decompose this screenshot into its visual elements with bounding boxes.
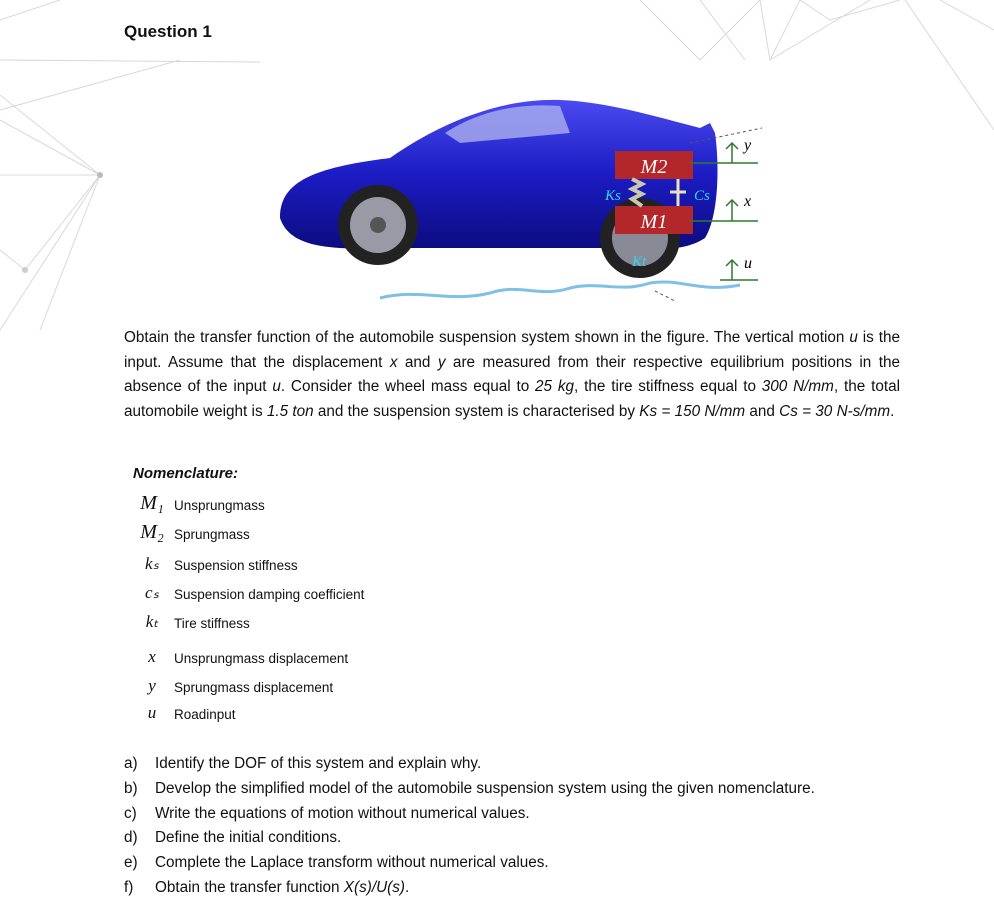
question-item: d) Define the initial conditions. (124, 829, 342, 847)
question-item: c) Write the equations of motion without numerical values. (124, 804, 530, 822)
question-title: Question 1 (124, 22, 212, 41)
svg-text:Kt: Kt (632, 254, 647, 270)
svg-text:y: y (744, 137, 752, 154)
question-item: a) Identify the DOF of this system and explain why. (124, 755, 482, 772)
list-item: cₛ Suspension damping coefficient (145, 583, 365, 602)
list-item: M₂ Sprungmass (140, 521, 250, 543)
svg-text:Cs: Cs (694, 188, 710, 204)
question-item: e) Complete the Laplace transform without numerical values. (124, 854, 549, 872)
list-item: x Unsprungmass displacement (148, 647, 349, 666)
list-item: kₛ Suspension stiffness (145, 554, 298, 573)
front-wheel-icon (338, 185, 418, 265)
list-item: u Roadinput (147, 703, 236, 722)
svg-text:Ks: Ks (605, 188, 621, 204)
question-list (124, 752, 815, 901)
nomenclature-heading: Nomenclature: (133, 465, 239, 482)
list-item: M₁ Unsprungmass (140, 492, 265, 514)
svg-text:u: u (744, 255, 752, 272)
svg-text:M1: M1 (640, 211, 668, 233)
road-line (380, 282, 740, 298)
list-item: y Sprungmass displacement (148, 676, 334, 695)
question-item: f) Obtain the transfer function X(s)/U(s). (124, 878, 410, 896)
list-item: kₜ Tire stiffness (145, 612, 250, 631)
question-item: b) Develop the simplified model of the automobile suspension system using the given nomenclature. (124, 779, 815, 797)
problem-statement: Obtain the transfer function of the automobile suspension system shown in the figure. The vertical motion u is the input. Assume that the displacement x and y are measured from their respective equilibrium positions in the absence of the input u. Consider the wheel mass equal to 25 kg, the tire stiffness equal to 300 N/mm, the total automobile weight is 1.5 ton and the suspension system is characterised by Ks = 150 N/mm and Cs = 30 N-s/mm. (124, 329, 901, 420)
suspension-figure (270, 88, 770, 310)
svg-text:M2: M2 (640, 156, 668, 178)
svg-text:x: x (744, 193, 752, 210)
